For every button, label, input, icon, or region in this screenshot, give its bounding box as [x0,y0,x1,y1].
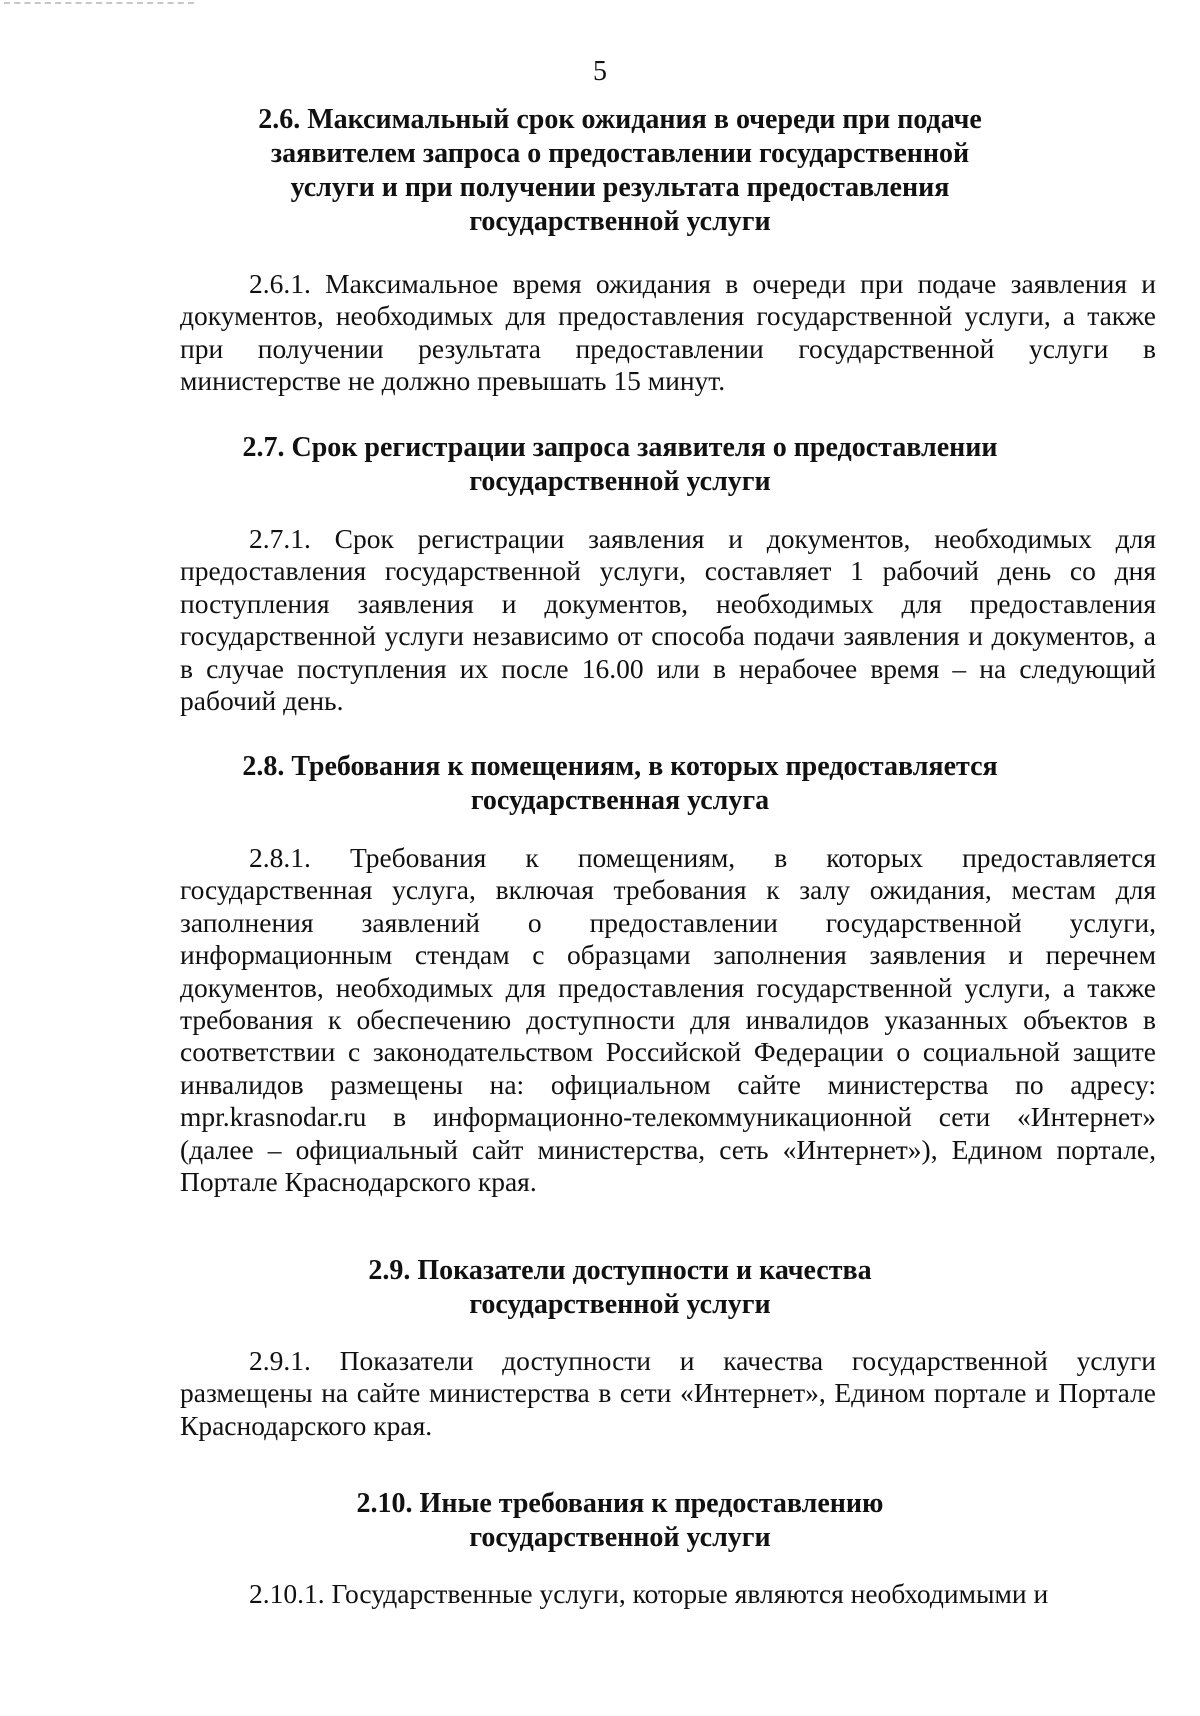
heading-line: государственной услуги [469,1289,771,1320]
heading-line: заявителем запроса о предоставлении государственной [270,138,970,169]
heading-line: государственной услуги [469,206,771,237]
heading-line: государственной услуги [469,1522,771,1553]
paragraph-2-8-1: 2.8.1. Требования к помещениям, в которых предоставляется государственная услуга, включая требования к залу ожидания, местам для заполнения заявлений о предоставлении государственной услуги, информационным стендам с образцами заполнения заявления и перечнем документов, необходимых для предоставления государственной услуги, а также требования к обеспечению доступности для инвалидов указанных объектов в соответствии с законодательством Российской Федерации о социальной защите инвалидов размещены на: официальном сайте министерства по адресу: mpr.krasnodar.ru в информационно-телекоммуникационной сети «Интернет» (далее – официальный сайт министерства, сеть «Интернет»), Едином портале, Портале Краснодарского края. [180,842,1156,1198]
scan-artifact [4,2,194,8]
heading-line: 2.8. Требования к помещениям, в которых предоставляется [242,751,998,782]
section-heading-2-7 [180,431,1060,499]
paragraph-2-10-1: 2.10.1. Государственные услуги, которые являются необходимыми и [249,1578,1049,1609]
paragraph-2-7-1: 2.7.1. Срок регистрации заявления и документов, необходимых для предоставления государственной услуги, составляет 1 рабочий день со дня поступления заявления и документов, необходимых для предоставления государственной услуги независимо от способа подачи заявления и документов, а в случае поступления их после 16.00 или в нерабочее время – на следующий рабочий день. [180,523,1156,717]
section-heading-2-8 [180,750,1060,818]
heading-line: услуги и при получении результата предоставления [290,172,950,203]
heading-line: 2.10. Иные требования к предоставлению [356,1488,884,1519]
section-heading-2-9 [180,1254,1060,1322]
heading-line: государственная услуга [470,785,770,816]
paragraph-2-6-1: 2.6.1. Максимальное время ожидания в очереди при подаче заявления и документов, необходимых для предоставления государственной услуги, а также при получении результата предоставлении государственной услуги в министерстве не должно превышать 15 минут. [180,268,1156,397]
heading-line: 2.6. Максимальный срок ожидания в очереди при подаче [258,104,982,135]
paragraph-2-9-1: 2.9.1. Показатели доступности и качества государственной услуги размещены на сайте министерства в сети «Интернет», Едином портале и Портале Краснодарского края. [180,1345,1156,1441]
heading-line: 2.7. Срок регистрации запроса заявителя о предоставлении [242,432,998,463]
section-heading-2-6 [180,103,1060,239]
heading-line: 2.9. Показатели доступности и качества [368,1255,872,1286]
section-heading-2-10 [180,1487,1060,1555]
heading-line: государственной услуги [469,466,771,497]
page-number: 5 [593,56,607,87]
